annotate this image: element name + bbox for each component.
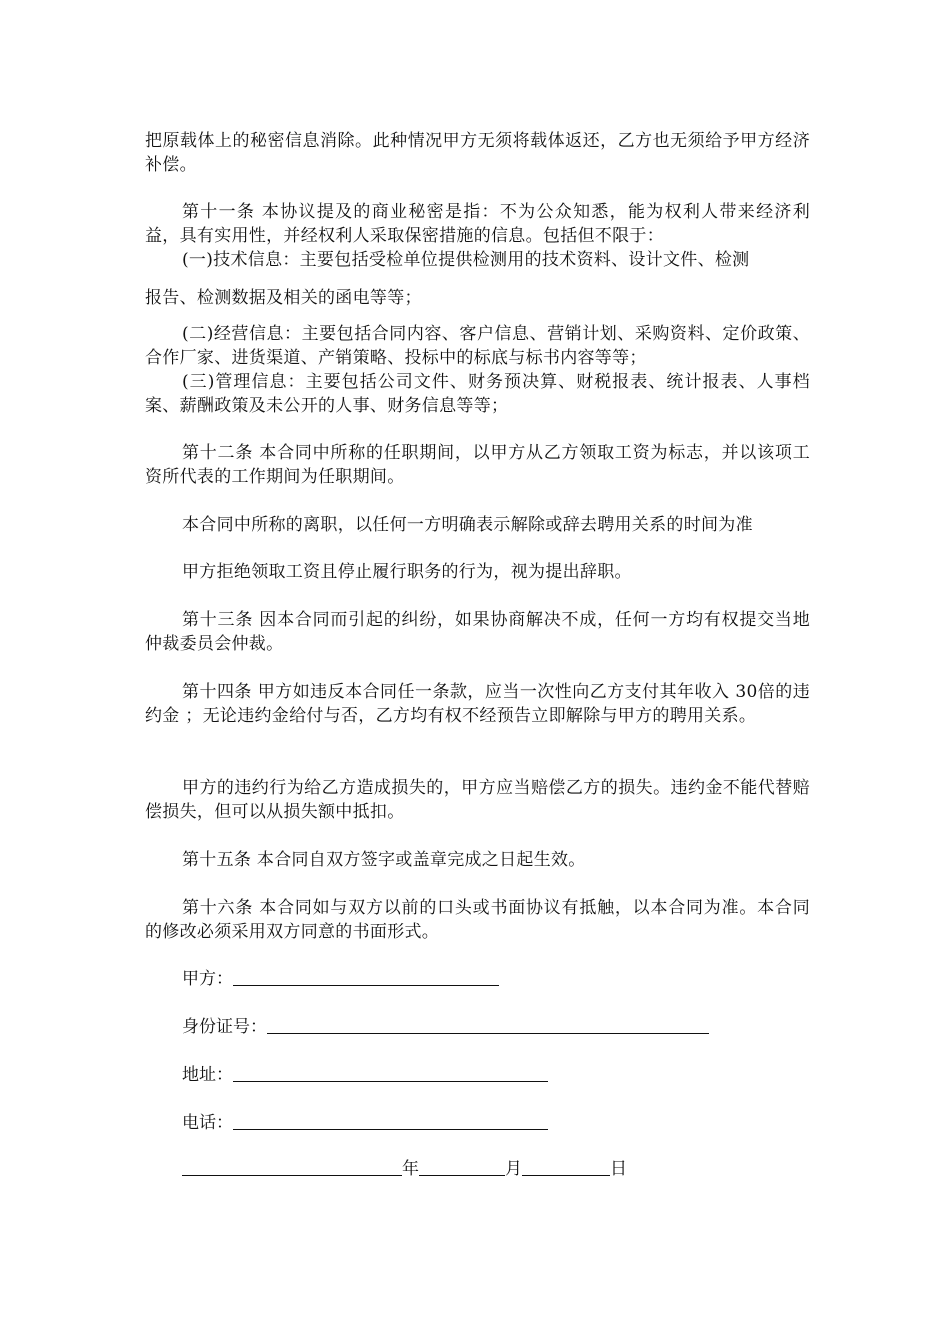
- address-blank[interactable]: [233, 1063, 548, 1082]
- damages-paragraph: 甲方的违约行为给乙方造成损失的，甲方应当赔偿乙方的损失。违约金不能代替赔偿损失，但可以从损失额中抵扣。: [145, 778, 810, 822]
- item-technical-info: (一)技术信息：主要包括受检单位提供检测用的技术资料、设计文件、检测: [182, 250, 750, 270]
- item-technical-info-cont: 报告、检测数据及相关的函电等等；: [145, 288, 422, 308]
- phone-field: [182, 1111, 548, 1135]
- article-13: 第十三条 因本合同而引起的纠纷，如果协商解决不成，任何一方均有权提交当地仲裁委员会仲裁。: [145, 610, 810, 654]
- resignation-definition: 本合同中所称的离职，以任何一方明确表示解除或辞去聘用关系的时间为准: [182, 515, 753, 535]
- month-blank[interactable]: [419, 1157, 505, 1176]
- resignation-refusal: 甲方拒绝领取工资且停止履行职务的行为，视为提出辞职。: [182, 562, 632, 582]
- id-number-label: 身份证号：: [182, 1017, 267, 1037]
- year-label: 年: [402, 1159, 419, 1179]
- address-label: 地址：: [182, 1065, 233, 1085]
- address-field: [182, 1063, 548, 1087]
- party-a-blank[interactable]: [233, 967, 499, 986]
- day-blank[interactable]: [522, 1157, 610, 1176]
- article-12: 第十二条 本合同中所称的任职期间，以甲方从乙方领取工资为标志，并以该项工资所代表的工作期间为任职期间。: [145, 443, 810, 487]
- article-16: 第十六条 本合同如与双方以前的口头或书面协议有抵触，以本合同为准。本合同的修改必须采用双方同意的书面形式。: [145, 898, 810, 942]
- month-label: 月: [505, 1159, 522, 1179]
- article-14: 第十四条 甲方如违反本合同任一条款，应当一次性向乙方支付其年收入 30倍的违约金 ；无论违约金给付与否，乙方均有权不经预告立即解除与甲方的聘用关系。: [145, 682, 810, 726]
- item-management-info: (三)管理信息：主要包括公司文件、财务预决算、财税报表、统计报表、人事档案、薪酬政策及未公开的人事、财务信息等等；: [145, 372, 810, 416]
- article-15: 第十五条 本合同自双方签字或盖章完成之日起生效。: [182, 850, 586, 870]
- day-label: 日: [610, 1159, 627, 1179]
- phone-blank[interactable]: [233, 1111, 548, 1130]
- year-blank[interactable]: [182, 1157, 402, 1176]
- party-a-label: 甲方：: [182, 969, 233, 989]
- article-11: 第十一条 本协议提及的商业秘密是指：不为公众知悉，能为权利人带来经济利益，具有实用性，并经权利人采取保密措施的信息。包括但不限于：: [145, 202, 810, 246]
- party-a-field: [182, 967, 499, 991]
- phone-label: 电话：: [182, 1113, 233, 1133]
- item-business-info: (二)经营信息：主要包括合同内容、客户信息、营销计划、采购资料、定价政策、合作厂家、进货渠道、产销策略、投标中的标底与标书内容等等；: [145, 324, 810, 368]
- id-number-field: [182, 1015, 709, 1039]
- date-row: [182, 1157, 627, 1181]
- paragraph-continuation: 把原载体上的秘密信息消除。此种情况甲方无须将载体返还，乙方也无须给予甲方经济补偿。: [145, 131, 810, 175]
- id-number-blank[interactable]: [267, 1015, 709, 1034]
